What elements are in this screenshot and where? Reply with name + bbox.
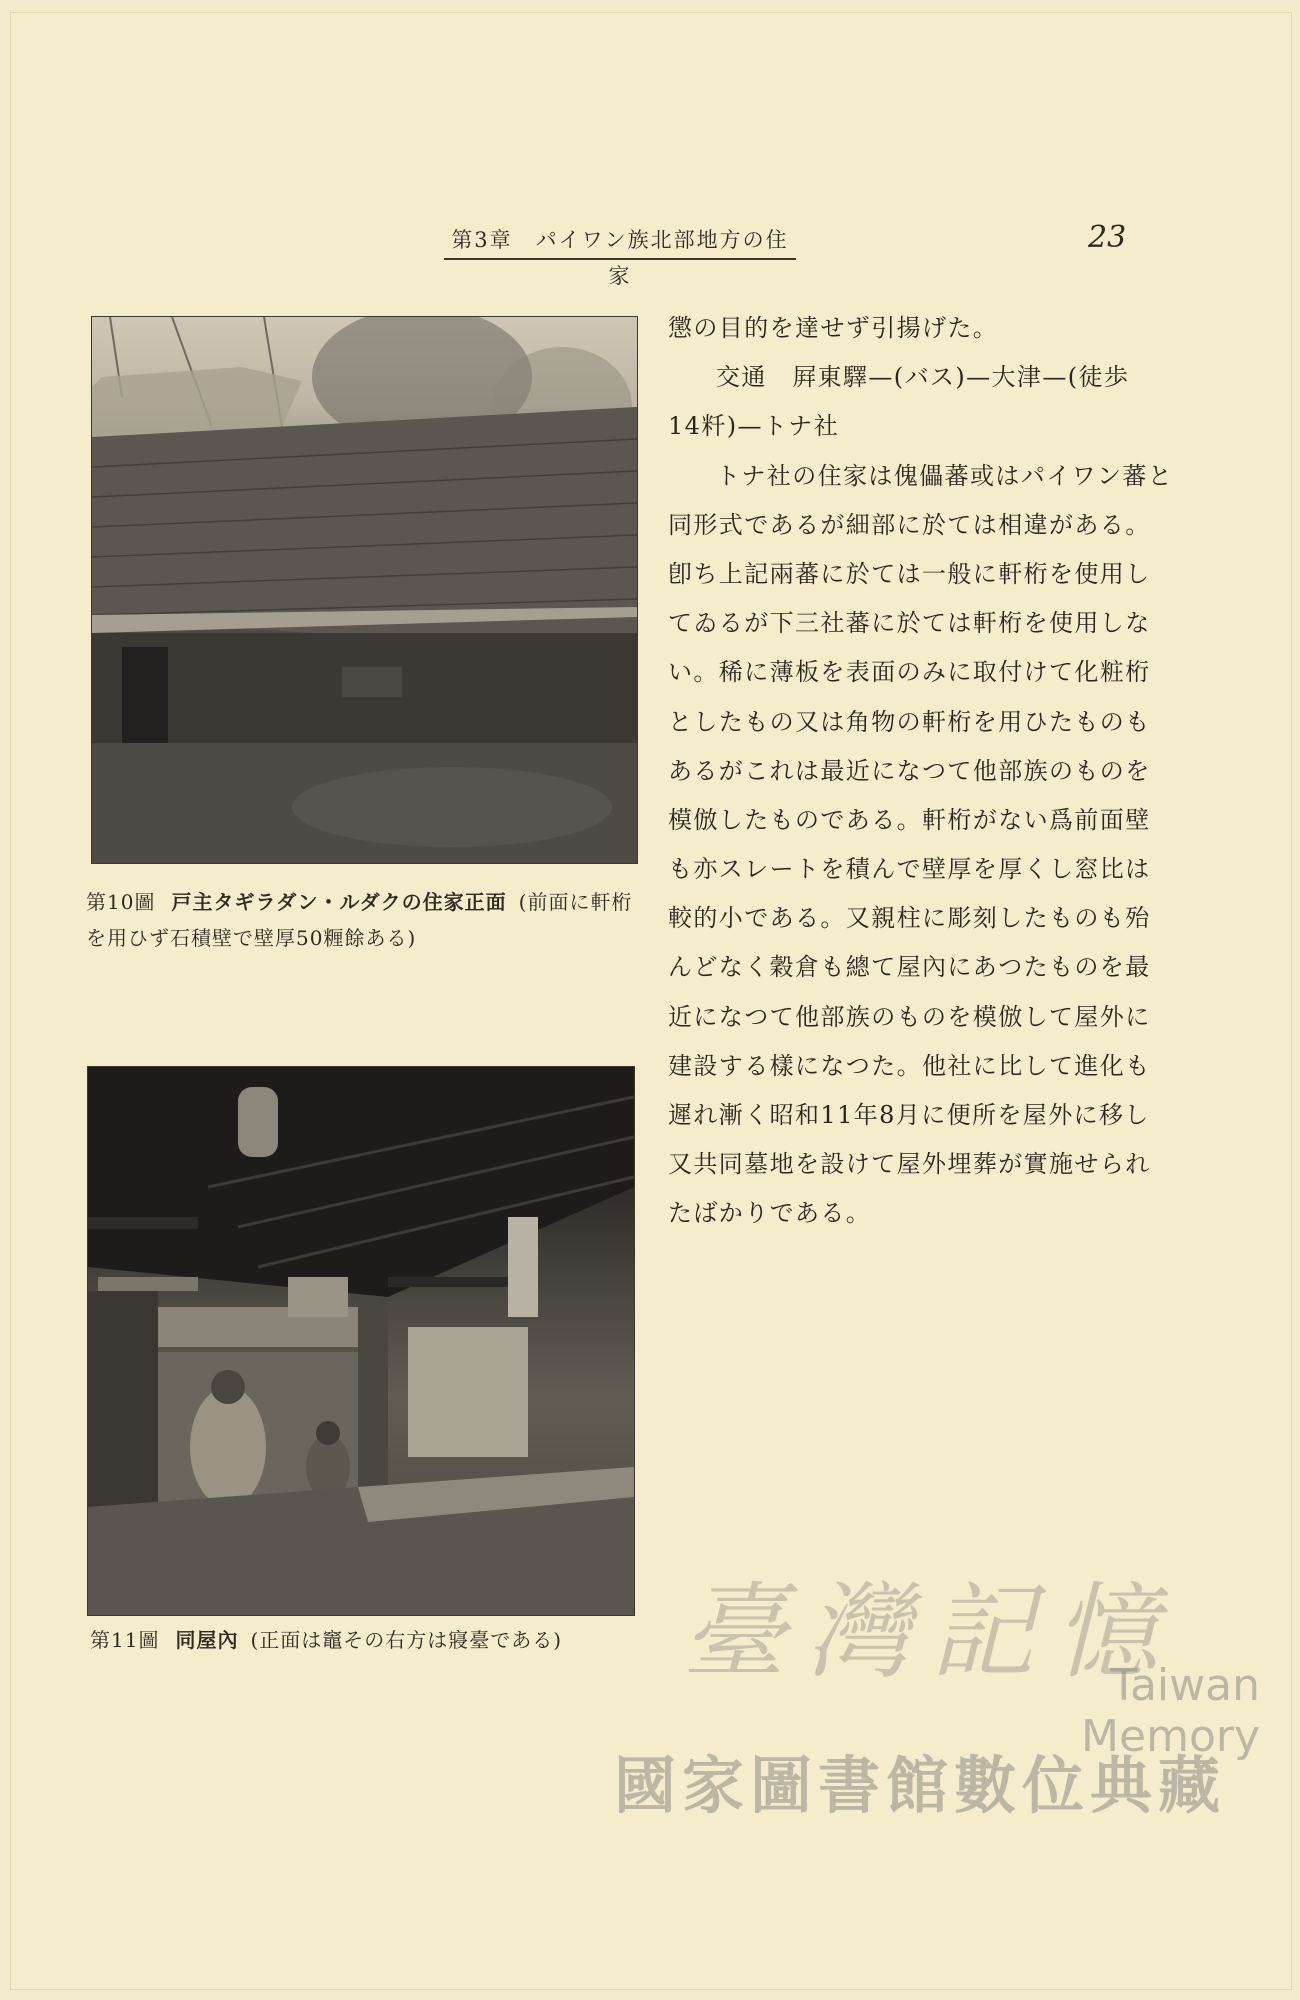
- text-line: も亦スレートを積んで壁厚を厚くし窓比は: [668, 855, 1151, 884]
- text-line: トナ社の住家は傀儡蕃或はパイワン蕃と: [716, 461, 1174, 490]
- figure-11-note: (正面は竈その右方は寢臺である): [250, 1628, 563, 1652]
- figure-10-title: 戸主タギラダン・ルダクの住家正面: [171, 890, 507, 914]
- text-line: 懲の目的を達せず引揚げた。: [668, 314, 999, 342]
- text-line: 較的小である。又親柱に彫刻したものも殆: [668, 904, 1151, 933]
- body-text: [668, 304, 1174, 1239]
- running-head: 第3章 パイワン族北部地方の住家: [444, 222, 796, 260]
- text-line: 又共同墓地を設けて屋外埋葬が實施せられ: [668, 1150, 1151, 1179]
- text-line: 交通 屛東驛—(バス)—大津—(徒歩: [716, 363, 1130, 392]
- watermark-organization: 國家圖書館數位典藏: [613, 1749, 1226, 1822]
- text-line: 同形式であるが細部に於ては相違がある。: [668, 510, 1151, 539]
- text-line: 建設する樣になつた。他社に比して進化も: [668, 1051, 1151, 1080]
- photo-house-interior: [87, 1066, 635, 1616]
- photo-house-front: [91, 316, 638, 864]
- text-line: 卽ち上記兩蕃に於ては一般に軒桁を使用し: [668, 559, 1151, 588]
- figure-11-title: 同屋內: [175, 1628, 239, 1652]
- text-line: 遲れ漸く昭和11年8月に便所を屋外に移し: [668, 1101, 1150, 1129]
- text-line: としたもの又は角物の軒桁を用ひたものも: [668, 707, 1151, 736]
- text-line: 近になつて他部族のものを模倣して屋外に: [668, 1002, 1151, 1031]
- watermark-english: Taiwan Memory: [1081, 1660, 1260, 1762]
- photo-house-front-image: [92, 317, 637, 863]
- text-line: んどなく穀倉も總て屋內にあつたものを最: [668, 953, 1151, 982]
- text-line: い。稀に薄板を表面のみに取付けて化粧桁: [668, 658, 1151, 687]
- figure-10-caption: [86, 884, 646, 956]
- text-line: 模倣したものである。軒桁がない爲前面壁: [668, 805, 1151, 834]
- watermark-calligraphy: 臺灣記憶: [681, 1571, 1178, 1693]
- figure-10-number: 第10圖: [86, 890, 156, 914]
- text-line: あるがこれは最近になつて他部族のものを: [668, 756, 1151, 785]
- photo-house-interior-image: [88, 1067, 634, 1615]
- page-number: 23: [1088, 220, 1127, 255]
- figure-11-caption: [90, 1622, 650, 1658]
- figure-10-note: (前面に軒桁を用ひず石積壁で壁厚50糎餘ある): [86, 890, 633, 950]
- figure-11-number: 第11圖: [90, 1628, 160, 1652]
- text-line: 14粁)—トナ社: [668, 412, 840, 441]
- text-line: たばかりである。: [668, 1199, 872, 1228]
- text-line: てゐるが下三社蕃に於ては軒桁を使用しな: [668, 609, 1151, 638]
